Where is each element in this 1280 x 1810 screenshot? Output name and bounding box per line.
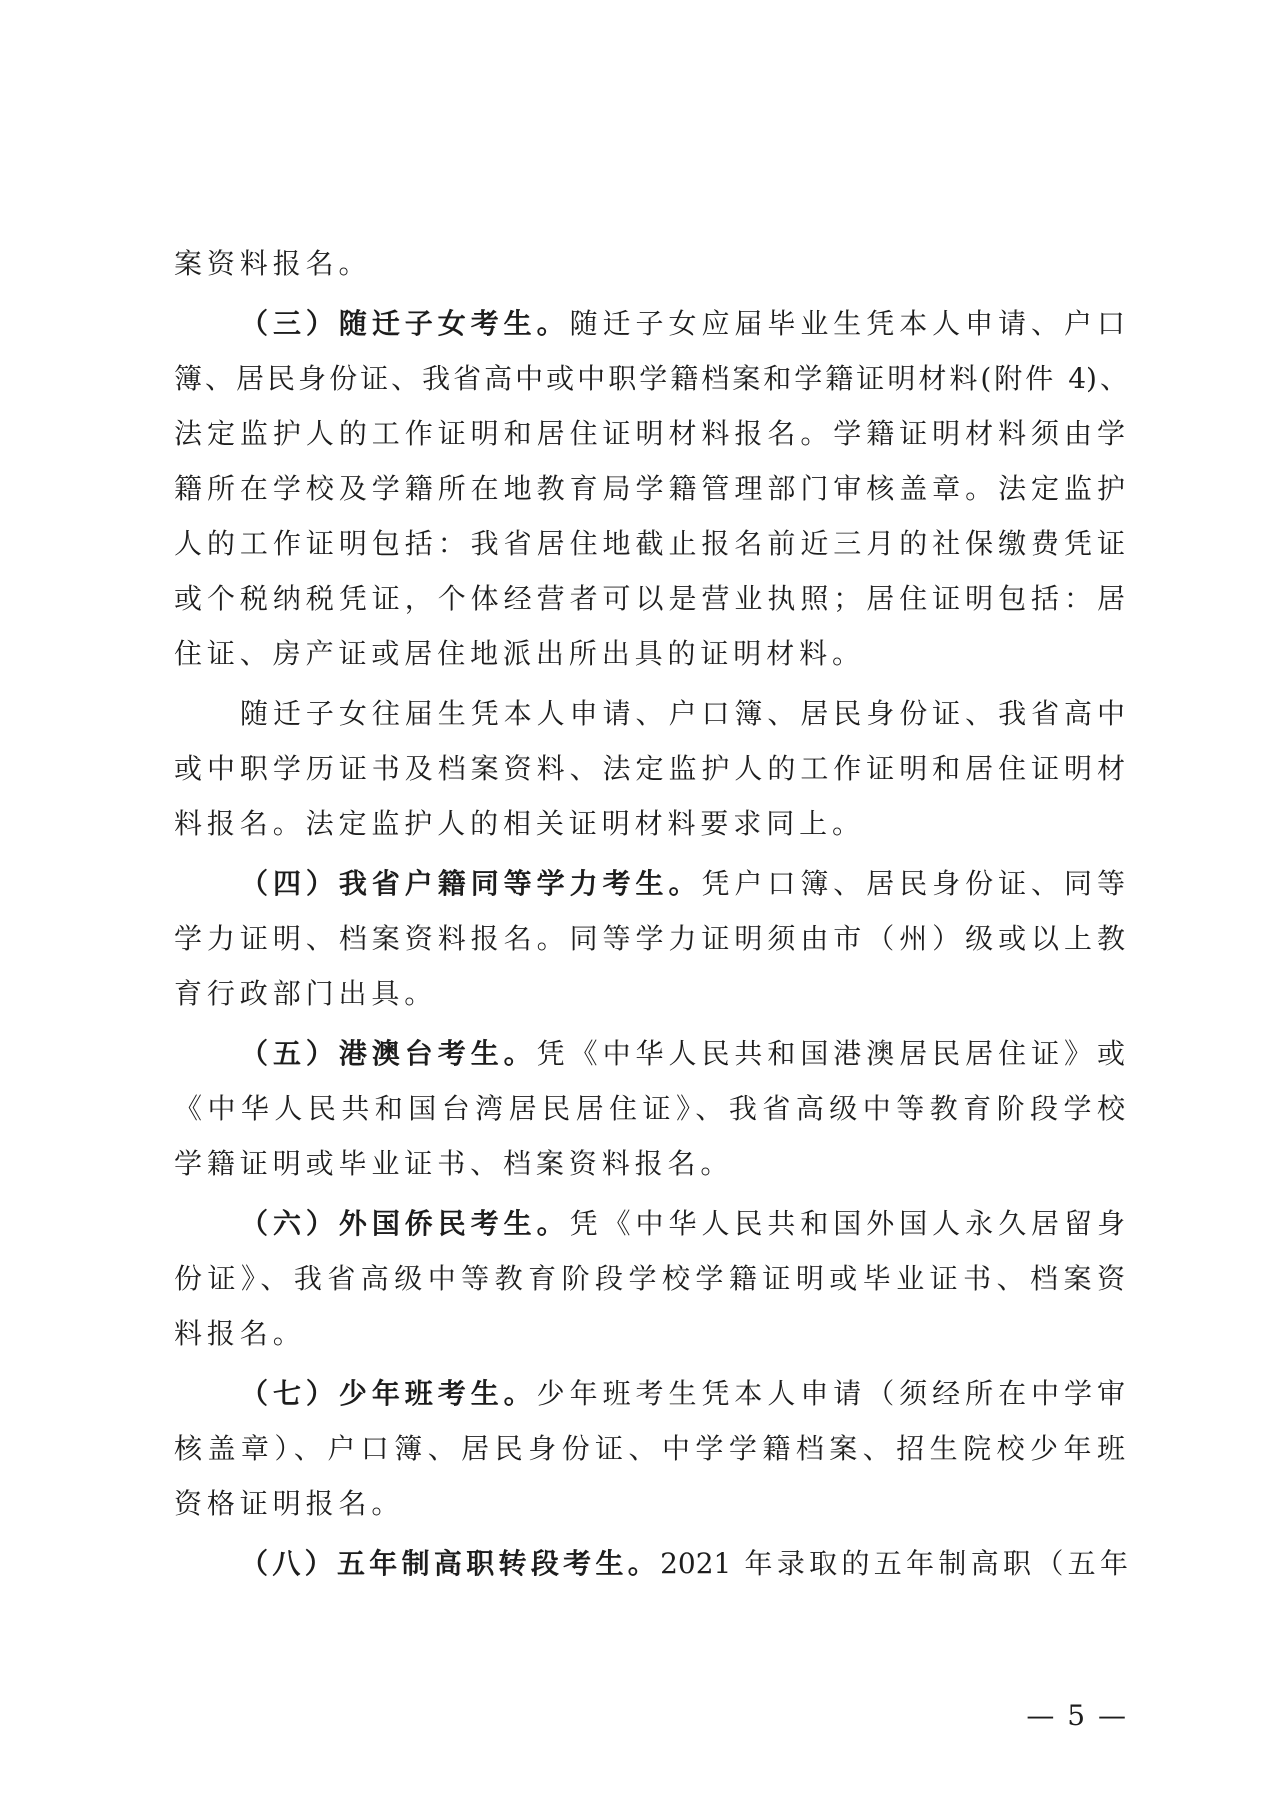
text-line <box>174 1536 1128 1591</box>
text-line: 或个税纳税凭证，个体经营者可以是营业执照；居住证明包括：居 <box>174 582 1128 615</box>
text-line: 学籍证明或毕业证书、档案资料报名。 <box>174 1147 734 1180</box>
text-line <box>174 1026 1128 1081</box>
text-line: 资格证明报名。 <box>174 1487 405 1520</box>
paragraph-section-7 <box>174 1366 1128 1531</box>
section-heading: （三）随迁子女考生。 <box>240 307 570 340</box>
paragraph-continued <box>174 236 1128 291</box>
text-line: 住证、房产证或居住地派出所出具的证明材料。 <box>174 637 865 670</box>
text-line: 核盖章）、户口簿、居民身份证、中学学籍档案、招生院校少年班 <box>174 1432 1128 1465</box>
text-line: 人的工作证明包括：我省居住地截止报名前近三月的社保缴费凭证 <box>174 527 1128 560</box>
paragraph-section-4 <box>174 856 1128 1021</box>
text-line: 随迁子女往届生凭本人申请、户口簿、居民身份证、我省高中 <box>240 697 1128 730</box>
text-line: 学力证明、档案资料报名。同等学力证明须由市（州）级或以上教 <box>174 922 1128 955</box>
paragraph-section-3 <box>174 296 1128 681</box>
section-heading: （五）港澳台考生。 <box>240 1037 537 1070</box>
text-line: 籍所在学校及学籍所在地教育局学籍管理部门审核盖章。法定监护 <box>174 472 1128 505</box>
paragraph-section-8 <box>174 1536 1128 1591</box>
text-line: 份证》、我省高级中等教育阶段学校学籍证明或毕业证书、档案资 <box>174 1262 1128 1295</box>
text-line: 料报名。 <box>174 1317 306 1350</box>
line-text: 随迁子女应届毕业生凭本人申请、户口 <box>569 307 1128 340</box>
text-line: 法定监护人的工作证明和居住证明材料报名。学籍证明材料须由学 <box>174 417 1128 450</box>
line-text: 凭户口簿、居民身份证、同等 <box>701 867 1128 900</box>
page-number: — 5 — <box>1026 1699 1128 1732</box>
line-text: 少年班考生凭本人申请（须经所在中学审 <box>536 1377 1128 1410</box>
text-line: 料报名。法定监护人的相关证明材料要求同上。 <box>174 807 865 840</box>
text-line: 《中华人民共和国台湾居民居住证》、我省高级中等教育阶段学校 <box>174 1092 1128 1125</box>
paragraph-previous-graduates <box>174 686 1128 851</box>
section-heading: （七）少年班考生。 <box>240 1377 537 1410</box>
paragraph-section-5 <box>174 1026 1128 1191</box>
text-line <box>174 1196 1128 1251</box>
line-text: 2021 年录取的五年制高职（五年 <box>660 1547 1128 1580</box>
text-line: 或中职学历证书及档案资料、法定监护人的工作证明和居住证明材 <box>174 752 1128 785</box>
paragraph-section-6 <box>174 1196 1128 1361</box>
text-line: 簿、居民身份证、我省高中或中职学籍档案和学籍证明材料(附件 4)、 <box>174 362 1128 395</box>
text-line <box>174 296 1128 351</box>
text-line <box>174 856 1128 911</box>
document-body <box>174 236 1128 1591</box>
line-text: 凭《中华人民共和国外国人永久居留身 <box>569 1207 1128 1240</box>
line-text: 凭《中华人民共和国港澳居民居住证》或 <box>536 1037 1128 1070</box>
text-line: 育行政部门出具。 <box>174 977 438 1010</box>
text-line <box>174 1366 1128 1421</box>
text-line: 案资料报名。 <box>174 247 372 280</box>
section-heading: （六）外国侨民考生。 <box>240 1207 570 1240</box>
section-heading: （八）五年制高职转段考生。 <box>240 1547 661 1580</box>
section-heading: （四）我省户籍同等学力考生。 <box>240 867 702 900</box>
